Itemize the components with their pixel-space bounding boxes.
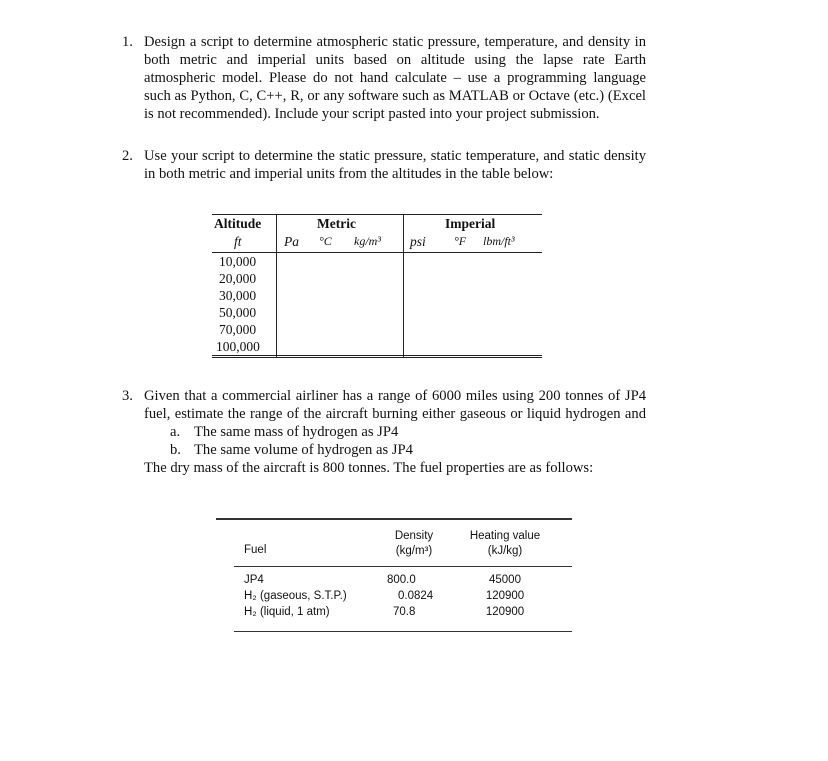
unit-pa: Pa <box>284 234 299 249</box>
altitude-cell: 30,000 <box>219 288 257 303</box>
subitem-text: The same volume of hydrogen as JP4 <box>194 442 413 458</box>
question-3-number: 3. <box>122 388 133 404</box>
table-divider-altitude <box>276 214 277 357</box>
table-rule-header <box>212 252 542 253</box>
fuel-name-cell: H₂ (gaseous, S.T.P.) <box>244 590 347 602</box>
table-rule-top <box>212 214 542 215</box>
unit-ft: ft <box>234 234 242 249</box>
fuel-header-density-unit: (kg/m³) <box>395 545 433 557</box>
question-3-subitem-a <box>144 423 646 441</box>
table-rule-bottom <box>212 355 542 356</box>
question-1-line: atmospheric model. Please do not hand calculate – use a programming language <box>144 70 646 86</box>
question-1-line: Design a script to determine atmospheric static pressure, temperature, and density in <box>144 34 646 50</box>
altitude-cell: 100,000 <box>216 339 260 354</box>
question-3-closing: The dry mass of the aircraft is 800 tonnes. The fuel properties are as follows: <box>144 460 594 476</box>
subitem-text: The same mass of hydrogen as JP4 <box>194 424 399 440</box>
fuel-table-rule-header <box>234 566 572 567</box>
altitude-cell: 10,000 <box>219 254 257 269</box>
table-divider-metric <box>403 214 404 357</box>
fuel-header-fuel: Fuel <box>244 544 267 556</box>
header-metric: Metric <box>317 216 356 231</box>
fuel-name-cell: H₂ (liquid, 1 atm) <box>244 606 330 618</box>
question-3-text <box>144 387 646 477</box>
fuel-header-heating-unit: (kJ/kg) <box>487 545 523 557</box>
fuel-header-density: Density <box>394 530 434 542</box>
question-2-line: Use your script to determine the static pressure, static temperature, and static density <box>144 148 646 164</box>
fuel-heating-cell: 45000 <box>489 574 521 586</box>
altitude-cell: 50,000 <box>219 305 257 320</box>
fuel-header-heating: Heating value <box>469 530 541 542</box>
unit-celsius: °C <box>319 234 332 248</box>
question-1-line: is not recommended). Include your script pasted into your project submission. <box>144 106 600 122</box>
subitem-label: a. <box>170 424 181 440</box>
fuel-table-rule-top <box>216 518 572 520</box>
question-3 <box>122 387 646 482</box>
question-2-number: 2. <box>122 148 133 164</box>
unit-fahrenheit: °F <box>454 234 467 248</box>
fuel-heating-cell: 120900 <box>485 590 525 602</box>
subitem-label: b. <box>170 442 181 458</box>
fuel-density-cell: 70.8 <box>393 606 416 618</box>
unit-kg-m3: kg/m³ <box>354 234 381 248</box>
question-1 <box>122 33 646 125</box>
question-3-line: fuel, estimate the range of the aircraft burning either gaseous or liquid hydrogen and <box>144 406 646 422</box>
question-2 <box>122 147 646 187</box>
unit-psi: psi <box>410 234 426 249</box>
question-1-number: 1. <box>122 34 133 50</box>
question-1-line: such as Python, C, C++, R, or any software such as MATLAB or Octave (etc.) (Excel <box>144 88 646 104</box>
altitude-cell: 20,000 <box>219 271 257 286</box>
fuel-density-cell: 0.0824 <box>398 590 434 602</box>
question-1-text <box>144 33 646 123</box>
fuel-heating-cell: 120900 <box>485 606 525 618</box>
fuel-table-rule-bottom <box>234 631 572 632</box>
unit-lbm-ft3: lbm/ft³ <box>483 234 515 248</box>
altitude-cell: 70,000 <box>219 322 257 337</box>
fuel-properties-table <box>216 512 572 640</box>
question-2-line: in both metric and imperial units from the altitudes in the table below: <box>144 166 554 182</box>
header-altitude: Altitude <box>214 216 262 231</box>
question-1-line: both metric and imperial units based on altitude using the lapse rate Earth <box>144 52 646 68</box>
table-rule-bottom-double <box>212 357 542 358</box>
header-imperial: Imperial <box>445 216 496 231</box>
question-2-text <box>144 147 646 183</box>
fuel-density-cell: 800.0 <box>387 574 416 586</box>
altitude-table <box>212 214 542 358</box>
fuel-name-cell: JP4 <box>244 574 264 586</box>
question-3-subitem-b <box>144 441 646 459</box>
question-3-line: Given that a commercial airliner has a range of 6000 miles using 200 tonnes of JP4 <box>144 388 646 404</box>
